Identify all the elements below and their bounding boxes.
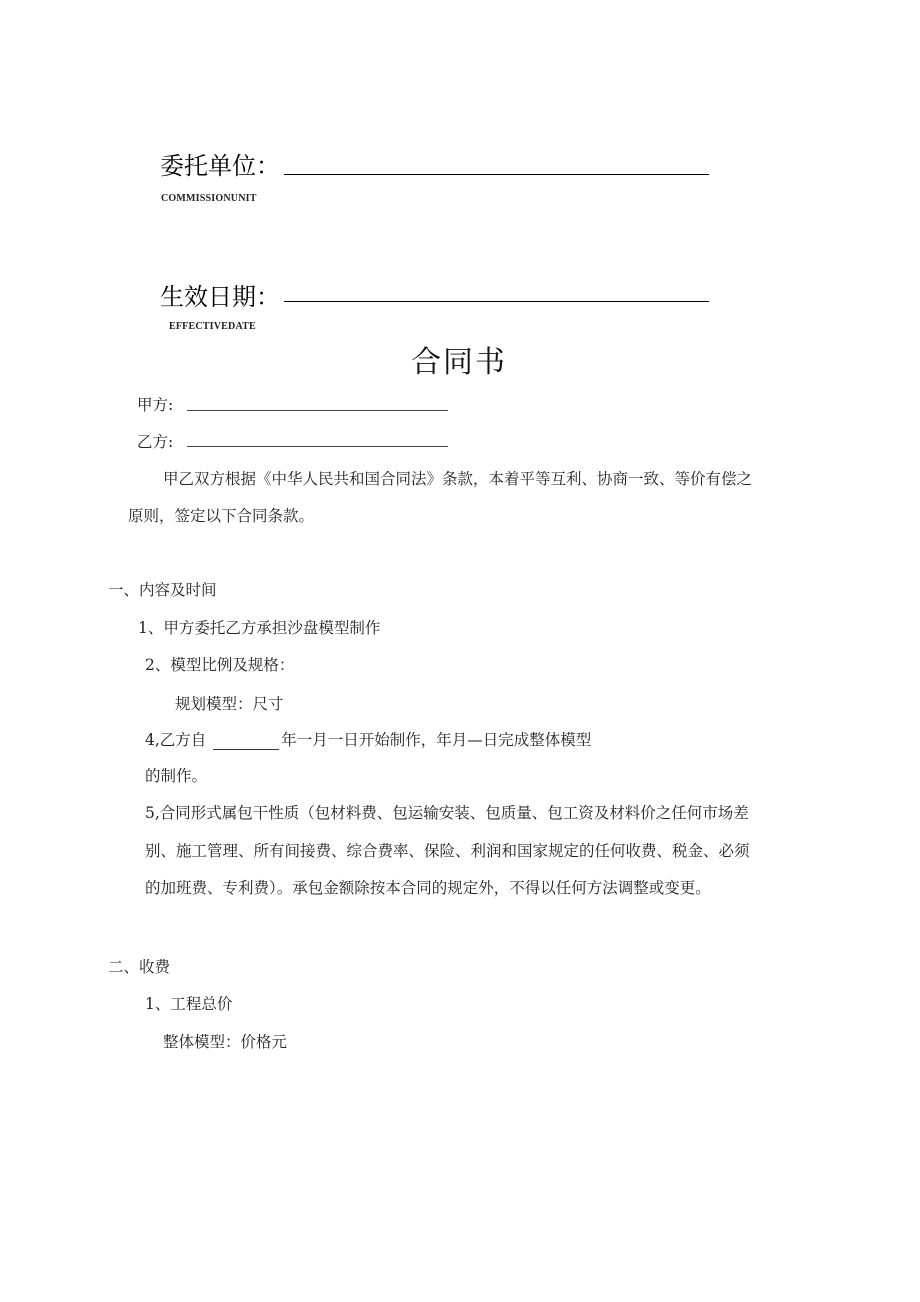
commission-unit-label: 委托单位： [160, 152, 280, 180]
party-b-field[interactable] [187, 446, 448, 447]
section-1-item-2-sub: 规划模型：尺寸 [175, 695, 284, 713]
section-1-item-4 [145, 728, 591, 750]
section-1-item-5-line-2: 别、施工管理、所有间接费、综合费率、保险、利润和国家规定的任何收费、税金、必须 [145, 842, 750, 860]
commission-unit-en-label: COMMISSIONUNIT [161, 193, 257, 204]
preamble-line-2: 原则，签定以下合同条款。 [128, 507, 315, 525]
item-4-prefix: 4,乙方自 [145, 731, 207, 749]
section-1-item-2: 2、模型比例及规格： [145, 656, 295, 674]
page-title: 合同书 [411, 345, 507, 380]
effective-date-label: 生效日期： [160, 283, 280, 311]
party-b-label: 乙方: [137, 433, 174, 451]
effective-date-en-label: EFFECTIVEDATE [169, 321, 256, 332]
section-1-item-5-line-3: 的加班费、专利费）。承包金额除按本合同的规定外，不得以任何方法调整或变更。 [145, 879, 711, 897]
party-a-field[interactable] [187, 410, 448, 411]
commission-unit-field[interactable] [284, 174, 709, 175]
section-1-item-1: 1、甲方委托乙方承担沙盘模型制作 [138, 619, 381, 637]
section-2-item-1: 1、工程总价 [145, 995, 233, 1013]
item-4-suffix: 年一月一日开始制作，年月—日完成整体模型 [281, 731, 592, 749]
section-1-item-4-cont: 的制作。 [145, 767, 208, 785]
effective-date-field[interactable] [284, 301, 709, 302]
preamble-line-1: 甲乙双方根据《中华人民共和国合同法》条款，本着平等互利、协商一致、等价有偿之 [163, 470, 753, 488]
party-a-label: 甲方: [137, 396, 174, 414]
section-1-item-5-line-1: 5,合同形式属包干性质（包材料费、包运输安装、包质量、包工资及材料价之任何市场差 [145, 804, 749, 822]
start-date-blank[interactable] [213, 731, 279, 750]
section-2-item-1-sub: 整体模型：价格元 [163, 1033, 288, 1051]
section-1-heading: 一、内容及时间 [108, 581, 217, 599]
section-2-heading: 二、收费 [108, 958, 171, 976]
